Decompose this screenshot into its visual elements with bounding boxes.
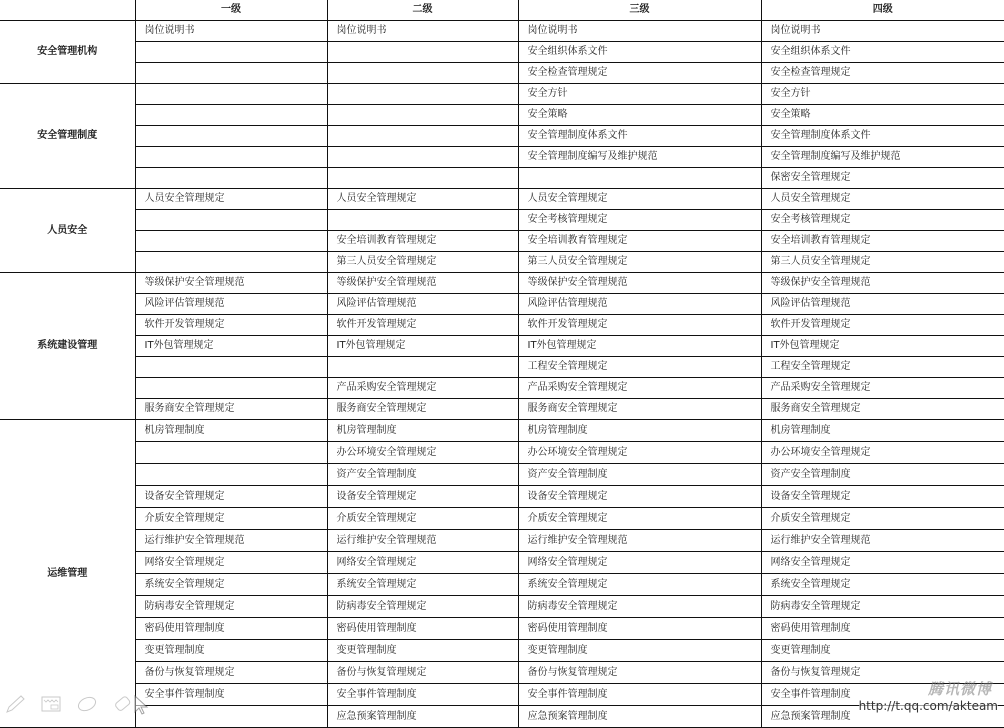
level-4-cell: 机房管理制度 [761,420,1004,442]
pointer-icon [134,695,150,715]
level-2-cell: 网络安全管理规定 [327,552,518,574]
table-row [0,420,1004,442]
level-1-cell: 服务商安全管理规定 [135,399,327,420]
level-3-cell [518,168,761,189]
level-3-cell: 运行维护安全管理规范 [518,530,761,552]
table-row [0,336,1004,357]
table-row [0,530,1004,552]
level-1-cell: 软件开发管理规定 [135,315,327,336]
level-3-cell: 人员安全管理规定 [518,189,761,210]
level-2-cell: 运行维护安全管理规范 [327,530,518,552]
level-3-cell: 密码使用管理制度 [518,618,761,640]
level-2-cell [327,126,518,147]
level-1-cell: 变更管理制度 [135,640,327,662]
level-2-cell: 机房管理制度 [327,420,518,442]
level-4-cell: 风险评估管理规范 [761,294,1004,315]
table-row [0,706,1004,728]
level-1-cell [135,231,327,252]
level-2-cell [327,168,518,189]
level-3-cell: 系统安全管理规定 [518,574,761,596]
table-row [0,486,1004,508]
table-row [0,508,1004,530]
level-4-cell: IT外包管理规定 [761,336,1004,357]
level-1-cell: 网络安全管理规定 [135,552,327,574]
category-cell: 运维管理 [0,420,135,728]
table-row [0,378,1004,399]
table-row [0,273,1004,294]
table-row [0,105,1004,126]
table-row [0,315,1004,336]
level-2-cell: 资产安全管理制度 [327,464,518,486]
table-row [0,42,1004,63]
level-4-cell: 安全考核管理规定 [761,210,1004,231]
level-4-cell: 服务商安全管理规定 [761,399,1004,420]
table-row [0,126,1004,147]
level-3-cell: 软件开发管理规定 [518,315,761,336]
table-row [0,252,1004,273]
level-3-cell: 产品采购安全管理规定 [518,378,761,399]
level-4-cell: 安全管理制度体系文件 [761,126,1004,147]
level-3-cell: 防病毒安全管理规定 [518,596,761,618]
level-3-cell: 等级保护安全管理规范 [518,273,761,294]
level-3-cell: 安全检查管理规定 [518,63,761,84]
level-1-cell: 运行维护安全管理规范 [135,530,327,552]
category-cell: 安全管理制度 [0,84,135,189]
level-3-cell: 设备安全管理规定 [518,486,761,508]
level-2-cell: 防病毒安全管理规定 [327,596,518,618]
pen-icon[interactable] [4,695,26,713]
level-1-cell [135,126,327,147]
level-4-cell: 变更管理制度 [761,640,1004,662]
level-3-cell: 办公环境安全管理规定 [518,442,761,464]
table-row [0,210,1004,231]
level-4-cell: 安全事件管理制度 [761,684,1004,706]
level-1-cell: IT外包管理规定 [135,336,327,357]
watermark-brand: 腾讯微博 [927,680,992,698]
level-1-cell [135,357,327,378]
level-3-cell: 安全事件管理制度 [518,684,761,706]
level-4-cell: 系统安全管理规定 [761,574,1004,596]
level-2-cell: 备份与恢复管理规定 [327,662,518,684]
level-3-cell: 安全方针 [518,84,761,105]
category-cell: 人员安全 [0,189,135,273]
level-1-cell: 设备安全管理规定 [135,486,327,508]
level-1-cell [135,378,327,399]
level-2-cell: 人员安全管理规定 [327,189,518,210]
level-4-cell: 防病毒安全管理规定 [761,596,1004,618]
level-1-cell: 系统安全管理规定 [135,574,327,596]
level-3-cell: 第三人员安全管理规定 [518,252,761,273]
level-4-cell: 安全方针 [761,84,1004,105]
level-3-cell: 工程安全管理规定 [518,357,761,378]
level-2-cell [327,42,518,63]
level-4-cell: 安全组织体系文件 [761,42,1004,63]
table-row [0,596,1004,618]
level-2-cell [327,210,518,231]
level-4-cell: 备份与恢复管理规定 [761,662,1004,684]
level-2-cell: 安全事件管理制度 [327,684,518,706]
table-row [0,21,1004,42]
level-3-cell: 岗位说明书 [518,21,761,42]
eraser-round-icon[interactable] [76,695,98,713]
level-2-cell: 介质安全管理规定 [327,508,518,530]
level-3-cell: 介质安全管理规定 [518,508,761,530]
header-level-4: 四级 [761,0,1004,21]
level-4-cell: 密码使用管理制度 [761,618,1004,640]
table-row [0,63,1004,84]
level-4-cell: 运行维护安全管理规范 [761,530,1004,552]
level-3-cell: 应急预案管理制度 [518,706,761,728]
level-4-cell: 资产安全管理制度 [761,464,1004,486]
level-4-cell: 安全检查管理规定 [761,63,1004,84]
level-2-cell: 密码使用管理制度 [327,618,518,640]
annotation-toolbar [4,695,134,713]
table-row [0,574,1004,596]
level-3-cell: 资产安全管理制度 [518,464,761,486]
level-4-cell: 办公环境安全管理规定 [761,442,1004,464]
level-2-cell: 等级保护安全管理规范 [327,273,518,294]
table-row [0,399,1004,420]
table-row [0,464,1004,486]
level-3-cell: 风险评估管理规范 [518,294,761,315]
level-2-cell: 服务商安全管理规定 [327,399,518,420]
level-1-cell: 介质安全管理规定 [135,508,327,530]
level-2-cell [327,84,518,105]
level-4-cell: 设备安全管理规定 [761,486,1004,508]
level-4-cell: 产品采购安全管理规定 [761,378,1004,399]
level-4-cell: 介质安全管理规定 [761,508,1004,530]
table-row [0,552,1004,574]
level-2-cell [327,357,518,378]
level-1-cell: 安全事件管理制度 [135,684,327,706]
table-row [0,168,1004,189]
table-row [0,189,1004,210]
level-1-cell [135,168,327,189]
level-3-cell: 服务商安全管理规定 [518,399,761,420]
watermark [858,680,998,713]
level-2-cell [327,63,518,84]
level-4-cell: 安全策略 [761,105,1004,126]
table-row [0,231,1004,252]
level-3-cell: 机房管理制度 [518,420,761,442]
category-cell: 安全管理机构 [0,21,135,84]
table-row [0,84,1004,105]
header-level-3: 三级 [518,0,761,21]
level-1-cell: 岗位说明书 [135,21,327,42]
level-4-cell: 应急预案管理制度 [761,706,1004,728]
level-1-cell: 防病毒安全管理规定 [135,596,327,618]
level-2-cell: 安全培训教育管理规定 [327,231,518,252]
level-1-cell [135,105,327,126]
table-row [0,294,1004,315]
level-3-cell: 安全考核管理规定 [518,210,761,231]
level-4-cell: 工程安全管理规定 [761,357,1004,378]
table-row [0,147,1004,168]
level-3-cell: 变更管理制度 [518,640,761,662]
level-1-cell: 风险评估管理规范 [135,294,327,315]
level-4-cell: 安全培训教育管理规定 [761,231,1004,252]
level-2-cell [327,147,518,168]
level-1-cell: 机房管理制度 [135,420,327,442]
header-category [0,0,135,21]
level-1-cell [135,84,327,105]
level-4-cell: 软件开发管理规定 [761,315,1004,336]
level-1-cell [135,252,327,273]
level-2-cell: IT外包管理规定 [327,336,518,357]
level-2-cell [327,105,518,126]
level-3-cell: 安全组织体系文件 [518,42,761,63]
level-3-cell: 备份与恢复管理规定 [518,662,761,684]
level-3-cell: 网络安全管理规定 [518,552,761,574]
level-1-cell: 备份与恢复管理规定 [135,662,327,684]
header-level-1: 一级 [135,0,327,21]
level-1-cell [135,464,327,486]
level-1-cell [135,442,327,464]
level-2-cell: 软件开发管理规定 [327,315,518,336]
level-3-cell: 安全管理制度编写及维护规范 [518,147,761,168]
table-row [0,357,1004,378]
level-3-cell: IT外包管理规定 [518,336,761,357]
level-1-cell [135,42,327,63]
level-4-cell: 网络安全管理规定 [761,552,1004,574]
level-2-cell: 办公环境安全管理规定 [327,442,518,464]
watermark-url: http://t.qq.com/akteam [858,699,998,713]
level-2-cell: 风险评估管理规范 [327,294,518,315]
level-2-cell: 岗位说明书 [327,21,518,42]
level-2-cell: 设备安全管理规定 [327,486,518,508]
eraser-icon[interactable] [112,695,134,713]
header-level-2: 二级 [327,0,518,21]
level-2-cell: 第三人员安全管理规定 [327,252,518,273]
level-3-cell: 安全策略 [518,105,761,126]
header-row [0,0,1004,21]
level-3-cell: 安全培训教育管理规定 [518,231,761,252]
level-2-cell: 变更管理制度 [327,640,518,662]
level-4-cell: 保密安全管理规定 [761,168,1004,189]
level-4-cell: 等级保护安全管理规范 [761,273,1004,294]
level-1-cell [135,147,327,168]
level-1-cell: 等级保护安全管理规范 [135,273,327,294]
level-1-cell: 密码使用管理制度 [135,618,327,640]
level-4-cell: 安全管理制度编写及维护规范 [761,147,1004,168]
level-3-cell: 安全管理制度体系文件 [518,126,761,147]
keyboard-icon[interactable] [40,695,62,713]
level-1-cell [135,210,327,231]
level-2-cell: 系统安全管理规定 [327,574,518,596]
level-2-cell: 应急预案管理制度 [327,706,518,728]
table-row [0,442,1004,464]
level-1-cell [135,706,327,728]
level-1-cell [135,63,327,84]
category-cell: 系统建设管理 [0,273,135,420]
level-4-cell: 第三人员安全管理规定 [761,252,1004,273]
table-row [0,640,1004,662]
table-row [0,618,1004,640]
table-row [0,684,1004,706]
level-4-cell: 岗位说明书 [761,21,1004,42]
table-row [0,662,1004,684]
level-4-cell: 人员安全管理规定 [761,189,1004,210]
level-1-cell: 人员安全管理规定 [135,189,327,210]
level-2-cell: 产品采购安全管理规定 [327,378,518,399]
